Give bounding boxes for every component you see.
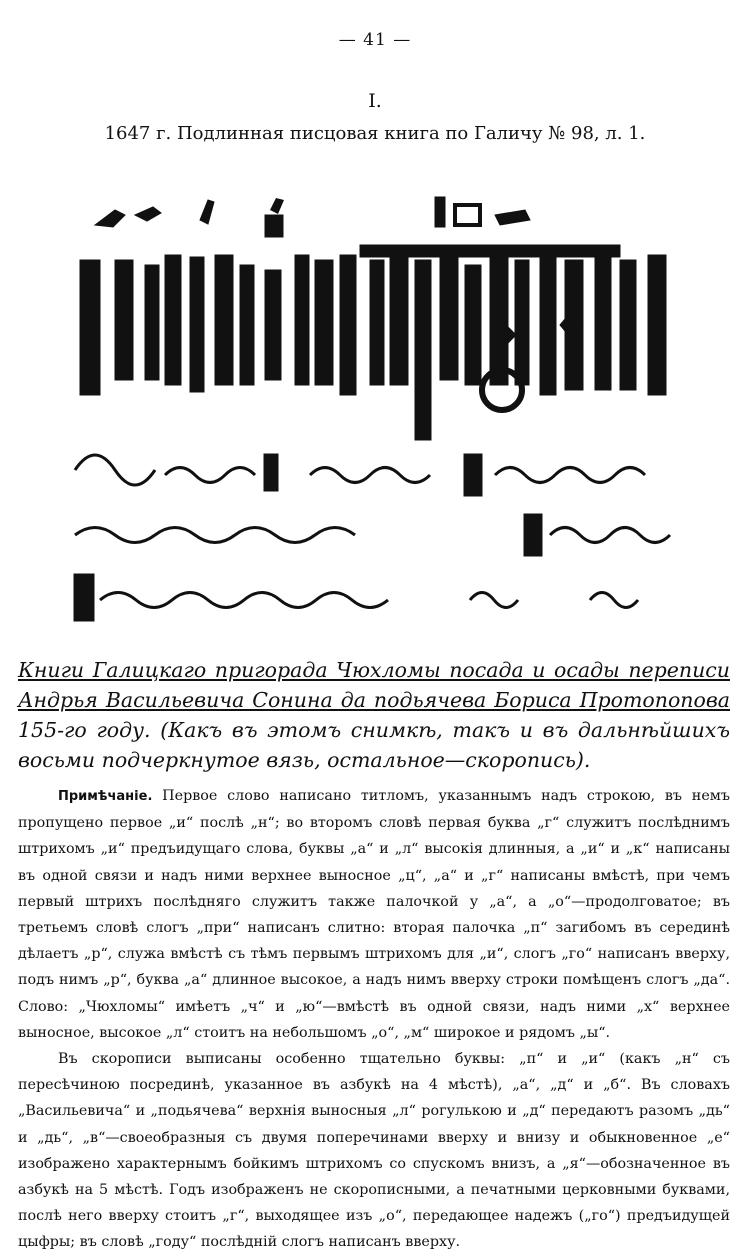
note-paragraph-1 xyxy=(18,783,730,1046)
source-title: 1647 г. Подлинная писцовая книга по Галичу № 98, л. 1. xyxy=(104,123,646,144)
section-numeral: I. xyxy=(368,90,382,112)
caption xyxy=(18,655,730,775)
note-text-1: Первое слово написано титломъ, указаннымъ надъ строкою, въ немъ пропущено первое „и“ послѣ „н“; во второмъ словѣ первая буква „г“ служитъ послѣднимъ штрихомъ „и“ предъидущаго слова, буквы „а“ и „л“ высокія длинныя, а „и“ и „к“ написаны въ одной связи и надъ ними верхнее выносное „ц“, „а“ и „г“ написаны вмѣстѣ, при чемъ первый штрихъ послѣдняго служитъ также палочкой у „а“, а „о“—продолговатое; въ третьемъ словѣ слогъ „при“ написанъ слитно: вторая палочка „п“ загибомъ въ серединѣ дѣлаетъ „р“, служа вмѣстѣ съ тѣмъ первымъ штрихомъ для „и“, слогъ „го“ написанъ вверху, подъ нимъ „р“, буква „а“ длинное высокое, а надъ нимъ вверху строки помѣщенъ слогъ „да“. Слово: „Чюхломы“ имѣетъ „ч“ и „ю“—вмѣстѣ въ одной связи, надъ ними „х“ верхнее выносное, высокое „л“ стоитъ на небольшомъ „о“, „м“ широкое и рядомъ „ы“. xyxy=(18,788,730,1041)
caption-part2: 155-го году. (Какъ въ этомъ снимкѣ, такъ и въ дальнѣйшихъ восьми подчеркнутое вязь, остальное—скоропись). xyxy=(18,718,730,772)
note-paragraph-2: Въ скорописи выписаны особенно тщательно буквы: „п“ и „и“ (какъ „н“ съ пересѣчиною посрединѣ, указанное въ азбукѣ на 4 мѣстѣ), „а“, „д“ и „б“. Въ словахъ „Васильевича“ и „подьячева“ верхнія выносныя „л“ рогулькою и „д“ передаютъ разомъ „дь“ и „дь“, „в“—своеобразныя съ двумя поперечинами вверху и внизу и обыкновенное „е“ изображено характернымъ бойкимъ штрихомъ со спускомъ внизъ, а „я“—обозначенное въ азбукѣ на 5 мѣстѣ. Годъ изображенъ не скорописными, а печатными церковными буквами, послѣ него вверху стоитъ „г“, выходящее изъ „о“, передающее надежъ („го“) предъидущей цыфры; въ словѣ „году“ послѣдній слогъ написанъ вверху. xyxy=(18,1051,730,1251)
notes xyxy=(18,783,730,1256)
vyaz-letters xyxy=(80,245,666,440)
manuscript-vyaz-image xyxy=(70,185,680,630)
page-number: — 41 — xyxy=(338,30,412,50)
cursive-lines xyxy=(75,455,670,620)
caption-part1: Книги Галицкаго пригорада Чюхломы посада и осады переписи Андрья Васильевича Сонина да подьячева Бориса Протопопова xyxy=(18,658,730,712)
note-label: Примѣчаніе. xyxy=(58,789,153,804)
